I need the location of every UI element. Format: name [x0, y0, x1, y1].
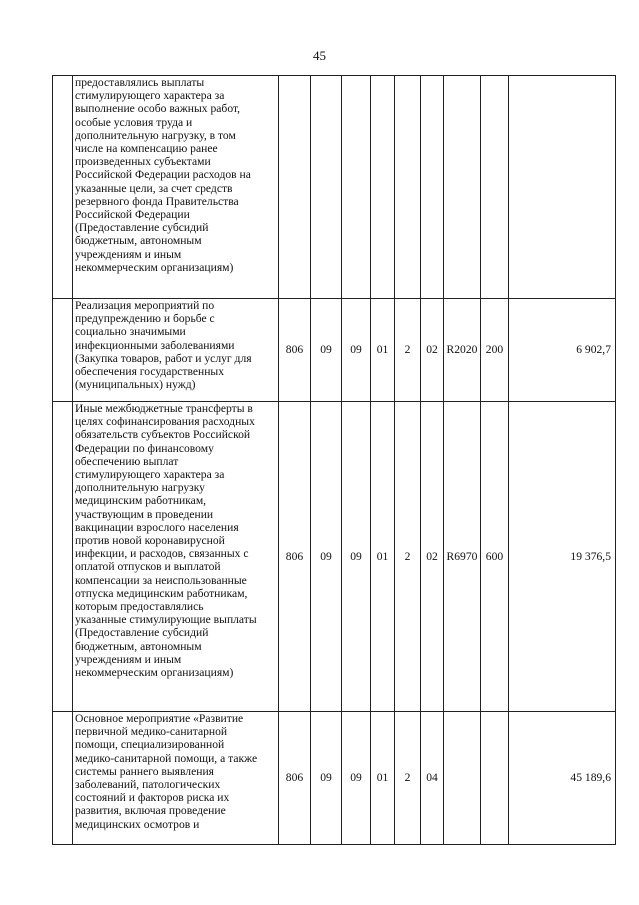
section-code-cell	[311, 76, 342, 299]
description-line: социально значимыми	[75, 325, 186, 339]
description-line: (Закупка товаров, работ и услуг для	[75, 351, 252, 365]
description-cell	[73, 402, 279, 712]
description-line: Российской Федерации	[75, 208, 190, 222]
description-line: числе на компенсацию ранее	[75, 142, 218, 156]
description-line: предупреждению и борьбе с	[75, 312, 215, 326]
description-line: бюджетным, автономным	[75, 639, 202, 653]
description-line: медицинских осмотров и	[75, 817, 200, 831]
main-event-code-cell: 02	[421, 299, 444, 402]
description-line: развития, включая проведение	[75, 804, 226, 818]
budget-table	[52, 75, 616, 845]
expense-type-code-cell	[481, 712, 509, 845]
amount-cell: 19 376,5	[509, 402, 616, 712]
description-line: указанные стимулирующие выплаты	[75, 613, 257, 627]
description-line: целях софинансирования расходных	[75, 415, 255, 429]
page-number: 45	[313, 48, 326, 63]
ministry-code-cell: 806	[279, 299, 311, 402]
direction-code-cell: R6970	[444, 402, 481, 712]
description-line: оплатой отпусков и выплатой	[75, 560, 221, 574]
program-code-cell: 01	[371, 299, 395, 402]
description-cell	[73, 299, 279, 402]
ministry-code-cell: 806	[279, 402, 311, 712]
description-line: (Предоставление субсидий	[75, 221, 209, 235]
description-line: первичной медико-санитарной	[75, 725, 228, 739]
table-row	[53, 299, 616, 402]
main-event-code-cell: 04	[421, 712, 444, 845]
row-number-cell	[53, 76, 73, 299]
description-line: обеспечению выплат	[75, 454, 179, 468]
direction-code-cell: R2020	[444, 299, 481, 402]
description-line: некоммерческим организациям)	[75, 260, 234, 274]
subsection-code-cell: 09	[342, 299, 371, 402]
description-line: инфекционными заболеваниями	[75, 338, 235, 352]
row-number-cell	[53, 712, 73, 845]
description-line: (Предоставление субсидий	[75, 626, 209, 640]
description-line: учреждениям и иным	[75, 652, 182, 666]
amount-cell: 6 902,7	[509, 299, 616, 402]
description-line: некоммерческим организациям)	[75, 666, 234, 680]
description-line: Федерации по финансовому	[75, 441, 214, 455]
description-line: медико-санитарной помощи, а также	[75, 751, 258, 765]
table-row	[53, 76, 616, 299]
ministry-code-cell: 806	[279, 712, 311, 845]
description-line: системы раннего выявления	[75, 764, 214, 778]
program-code-cell: 01	[371, 712, 395, 845]
description-line: предоставлялись выплаты	[75, 76, 205, 89]
direction-code-cell	[444, 76, 481, 299]
table-row	[53, 712, 616, 845]
description-line: состояний и факторов риска их	[75, 791, 230, 805]
amount-cell: 45 189,6	[509, 712, 616, 845]
expense-type-code-cell: 600	[481, 402, 509, 712]
description-line: произведенных субъектами	[75, 155, 211, 169]
description-line: бюджетным, автономным	[75, 234, 202, 248]
description-line: особые условия труда и	[75, 115, 193, 129]
description-line: заболеваний, патологических	[75, 778, 221, 792]
subsection-code-cell: 09	[342, 712, 371, 845]
amount-cell	[509, 76, 616, 299]
description-line: инфекции, и расходов, связанных с	[75, 547, 249, 561]
description-line: помощи, специализированной	[75, 738, 225, 752]
description-line: дополнительную нагрузку	[75, 481, 205, 495]
description-line: Основное мероприятие «Развитие	[75, 712, 244, 725]
description-line: которым предоставлялись	[75, 600, 204, 614]
section-code-cell: 09	[311, 299, 342, 402]
subprogram-code-cell: 2	[395, 402, 421, 712]
section-code-cell: 09	[311, 402, 342, 712]
description-line: отпуска медицинским работникам,	[75, 586, 248, 600]
description-line: (муниципальных) нужд)	[75, 378, 196, 392]
description-line: выполнение особо важных работ,	[75, 102, 241, 116]
description-line: резервного фонда Правительства	[75, 194, 239, 208]
description-line: медицинским работникам,	[75, 494, 207, 508]
description-line: указанные цели, за счет средств	[75, 181, 233, 195]
subsection-code-cell: 09	[342, 402, 371, 712]
description-line: дополнительную нагрузку, в том	[75, 128, 236, 142]
program-code-cell: 01	[371, 402, 395, 712]
table-row	[53, 402, 616, 712]
section-code-cell: 09	[311, 712, 342, 845]
description-line: вакцинации взрослого населения	[75, 520, 239, 534]
program-code-cell	[371, 76, 395, 299]
subprogram-code-cell: 2	[395, 712, 421, 845]
subsection-code-cell	[342, 76, 371, 299]
description-line: обеспечения государственных	[75, 365, 225, 379]
description-line: участвующим в проведении	[75, 507, 214, 521]
subprogram-code-cell	[395, 76, 421, 299]
description-line: учреждениям и иным	[75, 247, 182, 261]
direction-code-cell	[444, 712, 481, 845]
description-line: Реализация мероприятий по	[75, 299, 215, 312]
description-cell	[73, 712, 279, 845]
description-line: стимулирующего характера за	[75, 89, 225, 103]
expense-type-code-cell	[481, 76, 509, 299]
description-line: Российской Федерации расходов на	[75, 168, 251, 182]
row-number-cell	[53, 402, 73, 712]
subprogram-code-cell: 2	[395, 299, 421, 402]
description-cell	[73, 76, 279, 299]
main-event-code-cell: 02	[421, 402, 444, 712]
description-line: против новой коронавирусной	[75, 534, 225, 548]
description-line: Иные межбюджетные трансферты в	[75, 402, 253, 415]
description-line: обязательств субъектов Российской	[75, 428, 251, 442]
description-line: компенсации за неиспользованные	[75, 573, 247, 587]
row-number-cell	[53, 299, 73, 402]
main-event-code-cell	[421, 76, 444, 299]
ministry-code-cell	[279, 76, 311, 299]
description-line: стимулирующего характера за	[75, 468, 225, 482]
expense-type-code-cell: 200	[481, 299, 509, 402]
